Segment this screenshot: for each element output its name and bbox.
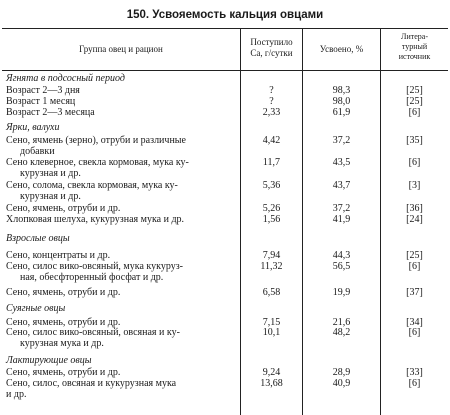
- row-label: Сено, ячмень, отруби и др.: [6, 367, 121, 378]
- cell-intake: 2,33: [262, 107, 281, 118]
- cell-absorbed: 28,9: [332, 367, 351, 378]
- cell-intake: 1,56: [262, 214, 281, 225]
- header-intake-line-2: Ca, г/сутки: [250, 48, 293, 58]
- cell-intake: 7,94: [262, 250, 281, 261]
- cell-source: [6]: [408, 107, 421, 118]
- section-heading: Ягнята в подсосный период: [6, 73, 125, 84]
- row-label: Сено, силос, овсяная и кукурузная мука: [6, 378, 177, 389]
- cell-absorbed: 41,9: [332, 214, 351, 225]
- cell-source: [24]: [406, 214, 423, 225]
- row-label: Сено, ячмень, отруби и др.: [6, 317, 121, 328]
- cell-absorbed: 21,6: [332, 317, 351, 328]
- cell-absorbed: 43,5: [332, 157, 351, 168]
- row-label: Сено, ячмень (зерно), отруби и различные: [6, 135, 186, 146]
- row-label: Сено, ячмень, отруби и др.: [6, 287, 121, 298]
- row-label: Хлопковая шелуха, кукурузная мука и др.: [6, 214, 185, 225]
- row-label: Сено, ячмень, отруби и др.: [6, 203, 121, 214]
- header-source-line-1: Литера-: [401, 32, 428, 41]
- cell-intake: 11,32: [260, 261, 283, 272]
- table-top-rule: [2, 28, 448, 29]
- cell-source: [3]: [408, 180, 421, 191]
- header-source-line-3: источник: [398, 52, 431, 61]
- header-group: Группа овец и рацион: [79, 44, 163, 54]
- cell-intake: 13,68: [260, 378, 283, 389]
- cell-absorbed: 40,9: [332, 378, 351, 389]
- row-label-continued: и др.: [6, 389, 27, 400]
- cell-absorbed: 98,3: [332, 85, 351, 96]
- header-intake-line-1: Поступило: [250, 37, 293, 47]
- row-label-continued: курузная и др.: [20, 168, 81, 179]
- cell-absorbed: 61,9: [332, 107, 351, 118]
- cell-source: [33]: [406, 367, 423, 378]
- cell-absorbed: 44,3: [332, 250, 351, 261]
- section-heading: Взрослые овцы: [6, 233, 70, 244]
- row-label: Сено, силос вико-овсяный, овсяная и ку-: [6, 327, 180, 338]
- cell-intake: ?: [269, 96, 274, 107]
- row-label: Сено, силос вико-овсяный, мука кукуруз-: [6, 261, 183, 272]
- cell-absorbed: 56,5: [332, 261, 351, 272]
- row-label: Сено, солома, свекла кормовая, мука ку-: [6, 180, 178, 191]
- row-label-continued: курузная мука и др.: [20, 338, 104, 349]
- section-heading: Суягные овцы: [6, 303, 66, 314]
- cell-absorbed: 98,0: [332, 96, 351, 107]
- cell-source: [6]: [408, 157, 421, 168]
- cell-source: [37]: [406, 287, 423, 298]
- row-label: Сено, концентраты и др.: [6, 250, 111, 261]
- section-heading: Лактирующие овцы: [6, 355, 92, 366]
- row-label: Возраст 2—3 дня: [6, 85, 80, 96]
- cell-intake: 6,58: [262, 287, 281, 298]
- row-label: Возраст 2—3 месяца: [6, 107, 95, 118]
- cell-intake: ?: [269, 85, 274, 96]
- cell-intake: 5,36: [262, 180, 281, 191]
- cell-source: [34]: [406, 317, 423, 328]
- section-heading: Ярки, валухи: [6, 122, 60, 133]
- cell-intake: 11,7: [262, 157, 281, 168]
- cell-intake: 10,1: [262, 327, 281, 338]
- row-label-continued: курузная и др.: [20, 191, 81, 202]
- cell-intake: 7,15: [262, 317, 281, 328]
- header-bottom-rule: [2, 70, 448, 71]
- cell-absorbed: 19,9: [332, 287, 351, 298]
- header-absorbed: Усвоено, %: [319, 44, 364, 54]
- cell-source: [25]: [406, 96, 423, 107]
- row-label: Сено клеверное, свекла кормовая, мука ку-: [6, 157, 189, 168]
- cell-source: [6]: [408, 261, 421, 272]
- row-label-continued: ная, обесфторенный фосфат и др.: [20, 272, 164, 283]
- cell-intake: 9,24: [262, 367, 281, 378]
- cell-absorbed: 37,2: [332, 203, 351, 214]
- row-label: Возраст 1 месяц: [6, 96, 76, 107]
- cell-source: [6]: [408, 327, 421, 338]
- header-source-line-2: турный: [401, 42, 428, 51]
- cell-source: [36]: [406, 203, 423, 214]
- cell-source: [6]: [408, 378, 421, 389]
- cell-intake: 4,42: [262, 135, 281, 146]
- cell-absorbed: 48,2: [332, 327, 351, 338]
- table-title: 150. Усвояемость кальция овцами: [126, 9, 324, 21]
- cell-source: [35]: [406, 135, 423, 146]
- cell-source: [25]: [406, 250, 423, 261]
- cell-source: [25]: [406, 85, 423, 96]
- cell-intake: 5,26: [262, 203, 281, 214]
- row-label-continued: добавки: [20, 146, 55, 157]
- cell-absorbed: 37,2: [332, 135, 351, 146]
- cell-absorbed: 43,7: [332, 180, 351, 191]
